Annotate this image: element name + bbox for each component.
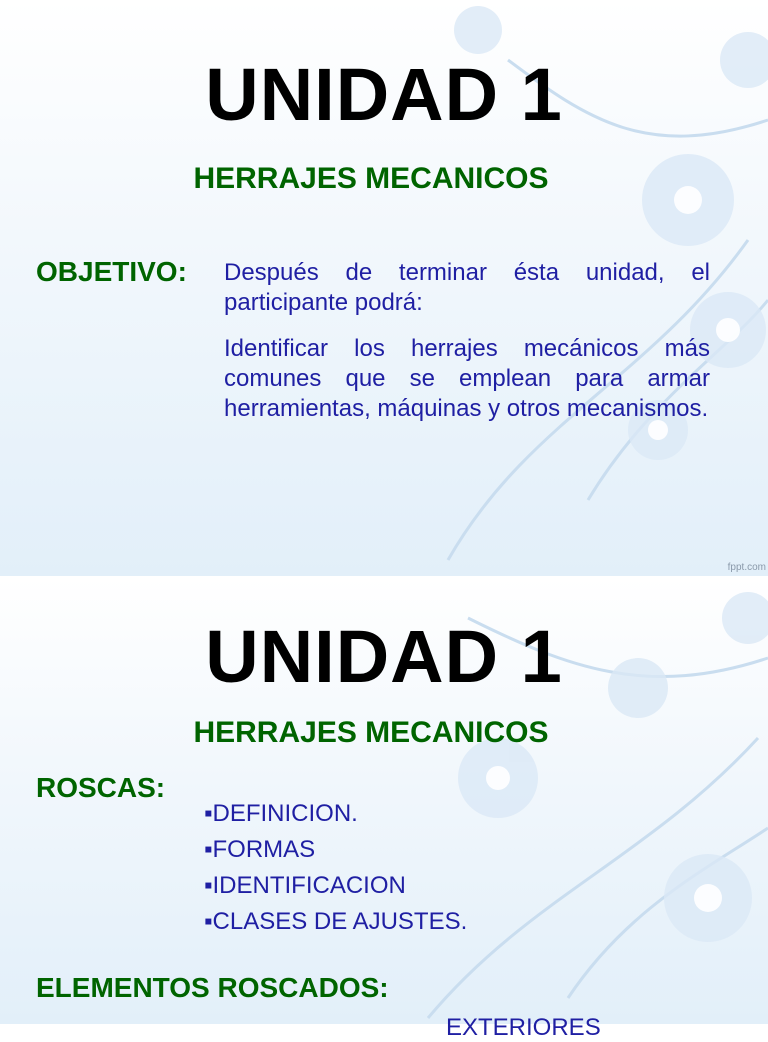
objective-label: OBJETIVO: <box>36 256 187 287</box>
slide-subtitle: HERRAJES MECANICOS <box>193 162 549 195</box>
list-item: ▪CLASES DE AJUSTES. <box>204 908 468 935</box>
elementos-roscados-label: ELEMENTOS ROSCADOS: <box>36 972 389 1003</box>
slide-subtitle: HERRAJES MECANICOS <box>193 716 549 749</box>
list-item: ▪IDENTIFICACION <box>204 872 406 899</box>
list-item: ▪DEFINICION. <box>204 800 358 827</box>
objective-paragraph-2: Identificar los herrajes mecánicos más comunes que se emplean para armar herramientas, máquinas y otros mecanismos. <box>224 335 710 422</box>
partial-list-item: EXTERIORES <box>446 1014 601 1041</box>
objective-paragraph-1: Después de terminar ésta unidad, el participante podrá: <box>224 259 710 316</box>
watermark-text: fppt.com <box>727 562 766 573</box>
slide-2 <box>0 578 768 1041</box>
roscas-label: ROSCAS: <box>36 772 166 803</box>
list-item: ▪FORMAS <box>204 836 316 863</box>
slide-title: UNIDAD 1 <box>205 53 563 136</box>
slide-title: UNIDAD 1 <box>205 615 563 698</box>
